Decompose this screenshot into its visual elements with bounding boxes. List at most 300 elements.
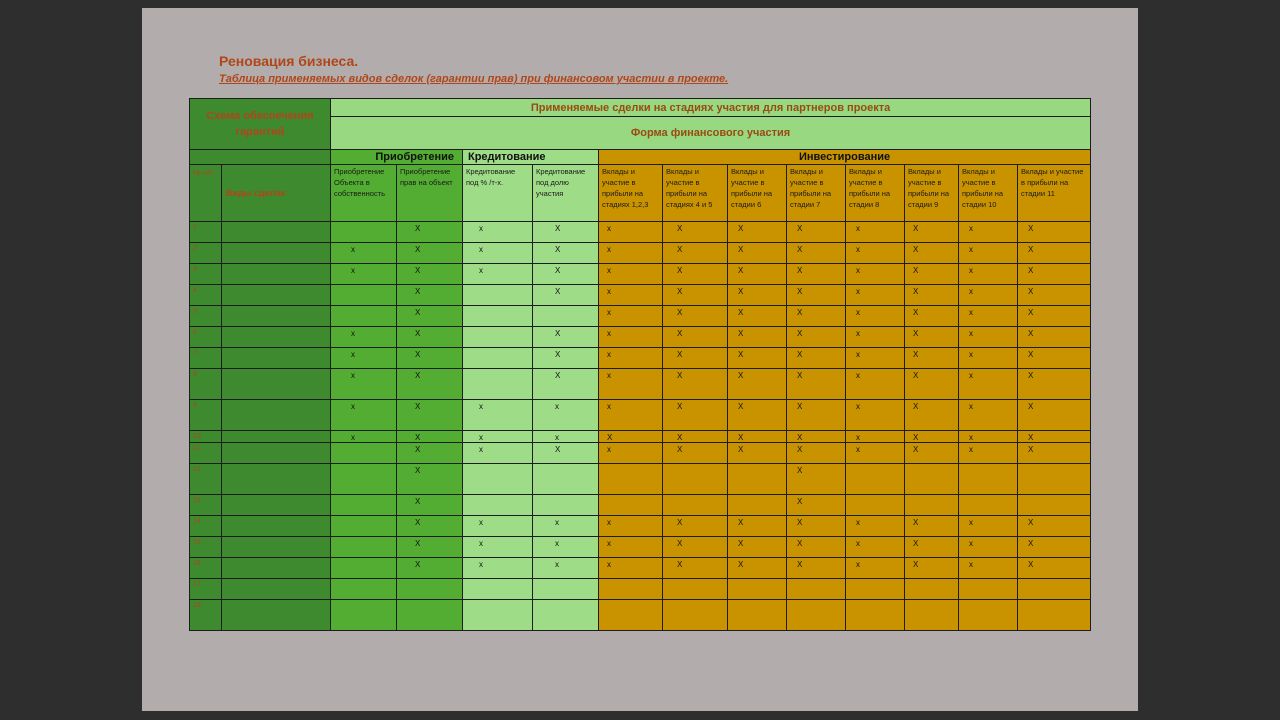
mark-value: x <box>479 245 483 254</box>
mark-cell <box>1018 464 1091 495</box>
row-deal-type <box>222 431 331 443</box>
table-row <box>190 579 1091 600</box>
row-number: 6 <box>190 327 222 348</box>
row-deal-type <box>222 516 331 537</box>
mark-cell <box>787 369 846 400</box>
mark-value: X <box>1028 329 1034 338</box>
kind-header: Виды сделок <box>222 165 331 222</box>
mark-cell <box>397 579 463 600</box>
row-number: 5 <box>190 306 222 327</box>
mark-value: X <box>738 371 744 380</box>
mark-value: X <box>738 329 744 338</box>
mark-value: X <box>1028 539 1034 548</box>
mark-value: x <box>607 518 611 527</box>
mark-value: X <box>555 329 561 338</box>
group-invest: Инвестирование <box>599 150 1091 165</box>
mark-cell <box>846 264 905 285</box>
mark-cell <box>397 600 463 631</box>
mark-value: x <box>479 224 483 233</box>
mark-value: x <box>607 402 611 411</box>
mark-cell <box>599 579 663 600</box>
mark-value: X <box>913 329 919 338</box>
mark-cell <box>959 285 1018 306</box>
mark-cell <box>1018 431 1091 443</box>
mark-value: X <box>1028 308 1034 317</box>
mark-value: X <box>738 402 744 411</box>
mark-cell <box>663 495 728 516</box>
mark-value: X <box>738 266 744 275</box>
mark-cell <box>463 443 533 464</box>
mark-value: X <box>677 266 683 275</box>
mark-cell <box>397 464 463 495</box>
mark-cell <box>663 443 728 464</box>
mark-cell <box>728 443 787 464</box>
mark-value: x <box>351 245 355 254</box>
mark-cell <box>728 558 787 579</box>
mark-cell <box>599 558 663 579</box>
mark-value: x <box>856 560 860 569</box>
mark-cell <box>787 348 846 369</box>
mark-cell <box>533 464 599 495</box>
mark-cell <box>905 443 959 464</box>
mark-cell <box>905 327 959 348</box>
mark-cell <box>663 579 728 600</box>
mark-cell <box>463 600 533 631</box>
mark-value: X <box>797 224 803 233</box>
mark-value: X <box>415 308 421 317</box>
mark-cell <box>533 327 599 348</box>
mark-cell <box>905 348 959 369</box>
form-header: Форма финансового участия <box>331 117 1091 150</box>
mark-cell <box>463 222 533 243</box>
mark-value: X <box>797 371 803 380</box>
mark-cell <box>728 285 787 306</box>
mark-cell <box>463 264 533 285</box>
row-deal-type <box>222 495 331 516</box>
mark-cell <box>846 516 905 537</box>
mark-cell <box>728 306 787 327</box>
mark-value: x <box>856 287 860 296</box>
mark-value: X <box>555 287 561 296</box>
mark-cell <box>533 537 599 558</box>
group-credit: Кредитование <box>463 150 599 165</box>
mark-cell <box>728 516 787 537</box>
column-header: Приобретение прав на объект <box>397 165 463 222</box>
mark-cell <box>905 264 959 285</box>
mark-cell <box>533 600 599 631</box>
mark-cell <box>787 579 846 600</box>
mark-cell <box>846 243 905 264</box>
mark-cell <box>846 222 905 243</box>
mark-value: X <box>415 539 421 548</box>
mark-cell <box>533 348 599 369</box>
group-blank <box>190 150 331 165</box>
mark-value: x <box>969 445 973 454</box>
mark-value: x <box>351 402 355 411</box>
row-deal-type <box>222 558 331 579</box>
mark-value: X <box>555 224 561 233</box>
mark-value: X <box>1028 224 1034 233</box>
mark-value: X <box>1028 433 1034 442</box>
mark-cell <box>846 558 905 579</box>
mark-cell <box>463 431 533 443</box>
mark-value: X <box>1028 266 1034 275</box>
mark-value: X <box>738 518 744 527</box>
mark-cell <box>397 558 463 579</box>
mark-cell <box>1018 327 1091 348</box>
mark-cell <box>846 348 905 369</box>
mark-value: x <box>479 266 483 275</box>
mark-cell <box>463 579 533 600</box>
mark-cell <box>599 243 663 264</box>
mark-cell <box>728 243 787 264</box>
mark-value: x <box>969 402 973 411</box>
mark-value: x <box>969 350 973 359</box>
mark-value: X <box>738 433 744 442</box>
mark-cell <box>846 431 905 443</box>
mark-value: x <box>856 329 860 338</box>
mark-cell <box>463 400 533 431</box>
mark-cell <box>1018 579 1091 600</box>
mark-cell <box>463 558 533 579</box>
row-number: 1 <box>190 222 222 243</box>
table-row <box>190 306 1091 327</box>
mark-cell <box>663 369 728 400</box>
mark-cell <box>331 431 397 443</box>
mark-value: x <box>969 224 973 233</box>
mark-cell <box>846 327 905 348</box>
mark-value: X <box>415 518 421 527</box>
mark-value: X <box>913 539 919 548</box>
row-number: 7 <box>190 348 222 369</box>
mark-cell <box>959 243 1018 264</box>
mark-value: X <box>415 433 421 442</box>
mark-value: X <box>738 287 744 296</box>
mark-value: x <box>607 329 611 338</box>
mark-value: X <box>913 308 919 317</box>
mark-cell <box>1018 306 1091 327</box>
mark-cell <box>959 348 1018 369</box>
mark-cell <box>599 431 663 443</box>
mark-value: x <box>555 402 559 411</box>
mark-cell <box>397 222 463 243</box>
mark-cell <box>959 464 1018 495</box>
mark-cell <box>959 306 1018 327</box>
mark-cell <box>331 516 397 537</box>
mark-cell <box>787 285 846 306</box>
mark-cell <box>533 558 599 579</box>
mark-cell <box>787 431 846 443</box>
mark-value: x <box>856 371 860 380</box>
mark-value: X <box>677 518 683 527</box>
mark-value: x <box>969 371 973 380</box>
mark-value: x <box>351 350 355 359</box>
mark-value: x <box>856 224 860 233</box>
mark-cell <box>663 558 728 579</box>
mark-cell <box>728 400 787 431</box>
mark-cell <box>905 431 959 443</box>
column-header: Вклады и участие в прибыли на стадии 8 <box>846 165 905 222</box>
table-row <box>190 464 1091 495</box>
mark-value: x <box>607 266 611 275</box>
mark-cell <box>787 243 846 264</box>
mark-value: X <box>738 245 744 254</box>
mark-cell <box>599 369 663 400</box>
mark-cell <box>846 443 905 464</box>
mark-value: x <box>969 329 973 338</box>
mark-cell <box>905 495 959 516</box>
mark-cell <box>397 443 463 464</box>
mark-cell <box>1018 600 1091 631</box>
row-deal-type <box>222 327 331 348</box>
page-title: Реновация бизнеса. <box>219 53 359 69</box>
mark-value: X <box>415 445 421 454</box>
mark-cell <box>728 348 787 369</box>
mark-cell <box>397 369 463 400</box>
mark-cell <box>846 495 905 516</box>
row-number: 8 <box>190 369 222 400</box>
mark-value: X <box>555 371 561 380</box>
mark-cell <box>1018 443 1091 464</box>
mark-cell <box>787 443 846 464</box>
page-subtitle <box>219 73 728 85</box>
mark-cell <box>663 306 728 327</box>
mark-value: X <box>1028 402 1034 411</box>
mark-cell <box>331 285 397 306</box>
mark-cell <box>331 327 397 348</box>
mark-cell <box>905 285 959 306</box>
mark-cell <box>1018 369 1091 400</box>
mark-cell <box>787 306 846 327</box>
mark-value: X <box>677 329 683 338</box>
mark-cell <box>397 431 463 443</box>
table-row <box>190 516 1091 537</box>
mark-cell <box>959 400 1018 431</box>
row-deal-type <box>222 537 331 558</box>
column-header: Вклады и участие в прибыли на стадии 7 <box>787 165 846 222</box>
mark-cell <box>728 222 787 243</box>
row-deal-type <box>222 243 331 264</box>
mark-cell <box>397 306 463 327</box>
row-number: 13 <box>190 495 222 516</box>
mark-value: X <box>415 329 421 338</box>
row-number: 16 <box>190 558 222 579</box>
mark-value: X <box>913 371 919 380</box>
table-row <box>190 264 1091 285</box>
mark-value: x <box>969 560 973 569</box>
mark-cell <box>1018 285 1091 306</box>
mark-cell <box>905 537 959 558</box>
mark-value: x <box>856 308 860 317</box>
mark-cell <box>533 431 599 443</box>
mark-cell <box>463 243 533 264</box>
mark-value: X <box>738 445 744 454</box>
top-header: Применяемые сделки на стадиях участия для партнеров проекта <box>331 99 1091 117</box>
mark-cell <box>463 537 533 558</box>
mark-cell <box>331 464 397 495</box>
mark-value: X <box>738 539 744 548</box>
mark-value: X <box>797 518 803 527</box>
mark-cell <box>1018 495 1091 516</box>
mark-cell <box>787 222 846 243</box>
mark-cell <box>463 369 533 400</box>
mark-cell <box>663 264 728 285</box>
mark-cell <box>331 600 397 631</box>
mark-cell <box>663 464 728 495</box>
mark-value: X <box>677 224 683 233</box>
mark-cell <box>728 495 787 516</box>
mark-cell <box>397 537 463 558</box>
row-number: 10 <box>190 431 222 443</box>
mark-value: x <box>969 266 973 275</box>
mark-value: X <box>797 329 803 338</box>
mark-value: X <box>1028 445 1034 454</box>
mark-value: x <box>479 518 483 527</box>
row-number: 9 <box>190 400 222 431</box>
mark-cell <box>533 285 599 306</box>
mark-cell <box>728 431 787 443</box>
mark-cell <box>599 537 663 558</box>
column-header: Приобретение Объекта в собственность <box>331 165 397 222</box>
mark-value: X <box>913 560 919 569</box>
mark-cell <box>905 600 959 631</box>
mark-cell <box>463 306 533 327</box>
mark-cell <box>599 306 663 327</box>
row-deal-type <box>222 264 331 285</box>
mark-cell <box>599 327 663 348</box>
mark-value: X <box>797 308 803 317</box>
mark-value: X <box>415 560 421 569</box>
mark-cell <box>533 222 599 243</box>
mark-cell <box>959 600 1018 631</box>
row-number: 3 <box>190 264 222 285</box>
mark-cell <box>331 443 397 464</box>
mark-cell <box>397 243 463 264</box>
mark-value: x <box>969 245 973 254</box>
mark-value: x <box>969 539 973 548</box>
mark-value: X <box>415 287 421 296</box>
column-header: Кредитование под % /т-х. <box>463 165 533 222</box>
mark-value: X <box>913 245 919 254</box>
mark-cell <box>1018 264 1091 285</box>
row-number: 2 <box>190 243 222 264</box>
mark-value: x <box>351 329 355 338</box>
mark-value: x <box>607 350 611 359</box>
mark-cell <box>1018 243 1091 264</box>
mark-cell <box>599 516 663 537</box>
mark-cell <box>846 579 905 600</box>
mark-value: X <box>913 350 919 359</box>
mark-cell <box>663 348 728 369</box>
table-row <box>190 537 1091 558</box>
table-row <box>190 431 1091 443</box>
row-deal-type <box>222 579 331 600</box>
mark-value: x <box>555 433 559 442</box>
mark-cell <box>787 264 846 285</box>
mark-value: x <box>607 539 611 548</box>
mark-cell <box>331 264 397 285</box>
row-deal-type <box>222 222 331 243</box>
mark-cell <box>663 327 728 348</box>
mark-value: X <box>1028 560 1034 569</box>
mark-cell <box>331 400 397 431</box>
num-header: № п/п <box>190 165 222 222</box>
mark-value: x <box>555 518 559 527</box>
mark-cell <box>663 400 728 431</box>
mark-value: X <box>1028 371 1034 380</box>
mark-cell <box>787 537 846 558</box>
mark-value: x <box>856 266 860 275</box>
mark-cell <box>728 600 787 631</box>
mark-cell <box>1018 537 1091 558</box>
deals-table <box>189 98 1091 631</box>
mark-cell <box>787 600 846 631</box>
mark-value: X <box>555 445 561 454</box>
mark-cell <box>1018 348 1091 369</box>
mark-cell <box>533 495 599 516</box>
mark-cell <box>905 464 959 495</box>
mark-value: x <box>351 371 355 380</box>
mark-value: x <box>856 539 860 548</box>
mark-cell <box>463 464 533 495</box>
mark-cell <box>463 285 533 306</box>
mark-cell <box>1018 400 1091 431</box>
mark-cell <box>787 400 846 431</box>
mark-value: X <box>913 518 919 527</box>
mark-value: x <box>607 445 611 454</box>
mark-cell <box>959 495 1018 516</box>
group-acquisition: Приобретение <box>331 150 463 165</box>
mark-cell <box>533 443 599 464</box>
row-number: 18 <box>190 600 222 631</box>
mark-cell <box>905 222 959 243</box>
mark-cell <box>959 222 1018 243</box>
column-header: Вклады и участие в прибыли на стадии 10 <box>959 165 1018 222</box>
mark-cell <box>959 558 1018 579</box>
table-row <box>190 285 1091 306</box>
mark-value: X <box>913 224 919 233</box>
column-header: Вклады и участие в прибыли на стадии 9 <box>905 165 959 222</box>
row-deal-type <box>222 306 331 327</box>
mark-cell <box>728 369 787 400</box>
mark-cell <box>959 579 1018 600</box>
mark-cell <box>599 222 663 243</box>
mark-cell <box>905 306 959 327</box>
mark-cell <box>846 306 905 327</box>
mark-cell <box>599 464 663 495</box>
mark-cell <box>663 285 728 306</box>
mark-cell <box>728 264 787 285</box>
slide <box>142 8 1138 711</box>
row-deal-type <box>222 400 331 431</box>
mark-value: X <box>415 402 421 411</box>
mark-cell <box>397 495 463 516</box>
mark-value: x <box>856 518 860 527</box>
mark-cell <box>663 222 728 243</box>
mark-value: x <box>479 402 483 411</box>
mark-value: x <box>351 266 355 275</box>
mark-cell <box>846 600 905 631</box>
mark-cell <box>905 400 959 431</box>
mark-value: X <box>677 445 683 454</box>
mark-value: X <box>1028 518 1034 527</box>
mark-cell <box>787 558 846 579</box>
mark-value: X <box>1028 245 1034 254</box>
mark-cell <box>663 516 728 537</box>
mark-value: x <box>607 308 611 317</box>
scheme-header: Схема обеспечения гарантий <box>190 99 331 150</box>
table-row <box>190 495 1091 516</box>
